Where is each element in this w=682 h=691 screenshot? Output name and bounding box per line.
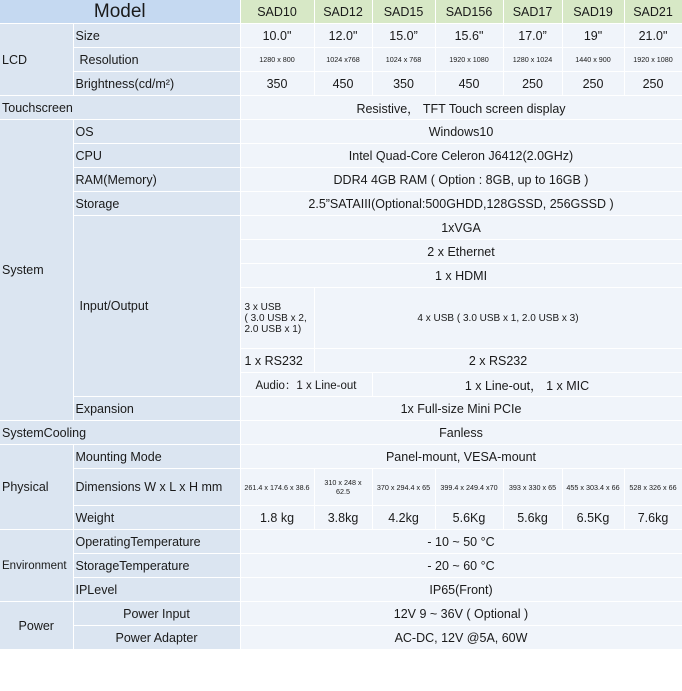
resolution-value: 1024 x768 xyxy=(314,48,372,72)
mounting-value: Panel-mount, VESA-mount xyxy=(240,445,682,469)
weight-value: 5.6Kg xyxy=(435,506,503,530)
size-value: 15.0” xyxy=(372,24,435,48)
dimensions-value: 455 x 303.4 x 66 xyxy=(562,469,624,506)
io-audio-sad10: Audio：1 x Line-out xyxy=(240,373,372,397)
io-usb-others: 4 x USB ( 3.0 USB x 1, 2.0 USB x 3) xyxy=(314,288,682,349)
dimensions-value: 528 x 326 x 66 xyxy=(624,469,682,506)
cooling-row xyxy=(0,421,682,445)
weight-row xyxy=(0,506,682,530)
io-label: Input/Output xyxy=(73,216,240,397)
dimensions-value: 393 x 330 x 65 xyxy=(503,469,562,506)
ip-row xyxy=(0,578,682,602)
mounting-label: Mounting Mode xyxy=(73,445,240,469)
ip-label: IPLevel xyxy=(73,578,240,602)
lcd-size-row xyxy=(0,24,682,48)
brightness-label: Brightness(cd/m²) xyxy=(73,72,240,96)
model-sad156: SAD156 xyxy=(435,0,503,24)
system-category: System xyxy=(0,120,73,421)
resolution-label: Resolution xyxy=(73,48,240,72)
model-sad15: SAD15 xyxy=(372,0,435,24)
io-usb-sad10 xyxy=(240,288,314,349)
size-value: 17.0” xyxy=(503,24,562,48)
usb-line: 2.0 USB x 1) xyxy=(244,323,302,335)
weight-value: 4.2kg xyxy=(372,506,435,530)
os-value: Windows10 xyxy=(240,120,682,144)
storage-temp-label: StorageTemperature xyxy=(73,554,240,578)
power-category: Power xyxy=(0,602,73,650)
cpu-row xyxy=(0,144,682,168)
power-adapter-value: AC-DC, 12V @5A, 60W xyxy=(240,626,682,650)
io-rs232-sad10: 1 x RS232 xyxy=(240,349,314,373)
ram-label: RAM(Memory) xyxy=(73,168,240,192)
ram-row xyxy=(0,168,682,192)
model-sad19: SAD19 xyxy=(562,0,624,24)
brightness-value: 350 xyxy=(240,72,314,96)
touchscreen-row xyxy=(0,96,682,120)
expansion-row xyxy=(0,397,682,421)
touchscreen-value: Resistive， TFT Touch screen display xyxy=(240,96,682,120)
lcd-resolution-row xyxy=(0,48,682,72)
header-row xyxy=(0,0,682,24)
resolution-value: 1440 x 900 xyxy=(562,48,624,72)
ram-value: DDR4 4GB RAM ( Option : 8GB, up to 16GB ) xyxy=(240,168,682,192)
io-vga-row xyxy=(0,216,682,240)
size-value: 19" xyxy=(562,24,624,48)
cooling-value: Fanless xyxy=(240,421,682,445)
model-header: Model xyxy=(0,0,240,24)
brightness-value: 250 xyxy=(503,72,562,96)
resolution-value: 1280 x 1024 xyxy=(503,48,562,72)
model-sad17: SAD17 xyxy=(503,0,562,24)
cooling-category: SystemCooling xyxy=(0,421,240,445)
resolution-value: 1920 x 1080 xyxy=(435,48,503,72)
cpu-label: CPU xyxy=(73,144,240,168)
dimensions-row xyxy=(0,469,682,506)
power-adapter-label: Power Adapter xyxy=(73,626,240,650)
dimensions-value: 310 x 248 x 62.5 xyxy=(314,469,372,506)
model-sad10: SAD10 xyxy=(240,0,314,24)
expansion-label: Expansion xyxy=(73,397,240,421)
power-adapter-row xyxy=(0,626,682,650)
lcd-brightness-row xyxy=(0,72,682,96)
size-value: 15.6" xyxy=(435,24,503,48)
power-input-row xyxy=(0,602,682,626)
model-sad21: SAD21 xyxy=(624,0,682,24)
size-value: 10.0" xyxy=(240,24,314,48)
cpu-value: Intel Quad-Core Celeron J6412(2.0GHz) xyxy=(240,144,682,168)
weight-value: 7.6kg xyxy=(624,506,682,530)
dimensions-label: Dimensions W x L x H mm xyxy=(73,469,240,506)
weight-value: 5.6kg xyxy=(503,506,562,530)
dimensions-value: 261.4 x 174.6 x 38.6 xyxy=(240,469,314,506)
io-hdmi-value: 1 x HDMI xyxy=(240,264,682,288)
power-input-value: 12V 9 ~ 36V ( Optional ) xyxy=(240,602,682,626)
usb-line: ( 3.0 USB x 2, xyxy=(244,312,307,324)
op-temp-row xyxy=(0,530,682,554)
os-row xyxy=(0,120,682,144)
io-ethernet-value: 2 x Ethernet xyxy=(240,240,682,264)
weight-value: 1.8 kg xyxy=(240,506,314,530)
size-label: Size xyxy=(73,24,240,48)
weight-label: Weight xyxy=(73,506,240,530)
touchscreen-category: Touchscreen xyxy=(0,96,240,120)
weight-value: 6.5Kg xyxy=(562,506,624,530)
storage-temp-value: - 20 ~ 60 °C xyxy=(240,554,682,578)
model-sad12: SAD12 xyxy=(314,0,372,24)
op-temp-label: OperatingTemperature xyxy=(73,530,240,554)
ip-value: IP65(Front) xyxy=(240,578,682,602)
dimensions-value: 370 x 294.4 x 65 xyxy=(372,469,435,506)
storage-row xyxy=(0,192,682,216)
usb-line: 3 x USB xyxy=(244,301,282,313)
resolution-value: 1024 x 768 xyxy=(372,48,435,72)
brightness-value: 250 xyxy=(562,72,624,96)
storage-label: Storage xyxy=(73,192,240,216)
resolution-value: 1280 x 800 xyxy=(240,48,314,72)
weight-value: 3.8kg xyxy=(314,506,372,530)
resolution-value: 1920 x 1080 xyxy=(624,48,682,72)
physical-category: Physical xyxy=(0,445,73,530)
size-value: 12.0" xyxy=(314,24,372,48)
brightness-value: 350 xyxy=(372,72,435,96)
brightness-value: 450 xyxy=(435,72,503,96)
mounting-row xyxy=(0,445,682,469)
environment-category: Environment xyxy=(0,530,73,602)
power-input-label: Power Input xyxy=(73,602,240,626)
io-audio-others: 1 x Line-out， 1 x MIC xyxy=(372,373,682,397)
brightness-value: 450 xyxy=(314,72,372,96)
io-vga-value: 1xVGA xyxy=(240,216,682,240)
dimensions-value: 399.4 x 249.4 x70 xyxy=(435,469,503,506)
expansion-value: 1x Full-size Mini PCIe xyxy=(240,397,682,421)
lcd-category: LCD xyxy=(0,24,73,96)
os-label: OS xyxy=(73,120,240,144)
op-temp-value: - 10 ~ 50 °C xyxy=(240,530,682,554)
brightness-value: 250 xyxy=(624,72,682,96)
io-rs232-others: 2 x RS232 xyxy=(314,349,682,373)
size-value: 21.0" xyxy=(624,24,682,48)
storage-value: 2.5”SATAIII(Optional:500GHDD,128GSSD, 256GSSD ) xyxy=(240,192,682,216)
storage-temp-row xyxy=(0,554,682,578)
